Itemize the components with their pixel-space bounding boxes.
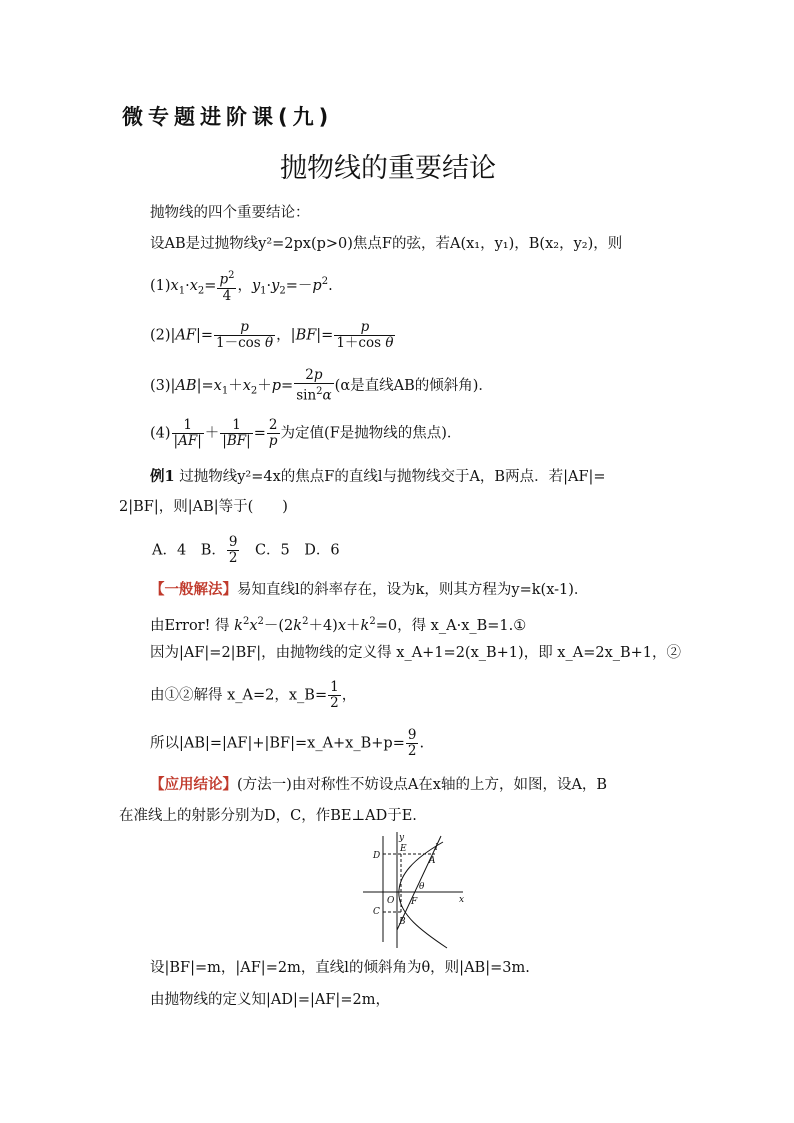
conclusion-3: $(3)|AB|=x_1+x_2+p=$ $\frac{2p}{\sin^2\alpha}$ (α是直线AB的倾斜角)． bbox=[150, 367, 493, 404]
general-line-5: 所以|AB|=|AF|+|BF|=x_A+x_B+p= $\frac{9}{2}$ . bbox=[150, 727, 425, 759]
label-B: B bbox=[399, 917, 406, 927]
general-line-3: 因为|AF|=2|BF|，由抛物线的定义得 x_A+1=2(x_B+1)，即 x_A=2x_B+1，② bbox=[150, 645, 682, 661]
setup-text: 设AB是过抛物线y²=2px(p>0)焦点F的弦，若A(x₁，y₁)，B(x₂，y₂)，则 bbox=[150, 236, 623, 252]
general-line-4: 由①②解得 x_A=2，x_B= $\frac{1}{2}$ ， bbox=[150, 679, 357, 711]
label-y: y bbox=[399, 833, 405, 843]
conclusion-2: (2)|AF|= $\frac{p}{\text{1－cos θ}}$ ，|BF|= $\frac{p}{\text{1＋cos θ}}$ bbox=[150, 319, 394, 351]
applied-line-2: 在准线上的射影分别为D，C，作BE⊥AD于E. bbox=[119, 808, 417, 824]
general-tag: 【一般解法】 bbox=[150, 581, 237, 598]
label-l: l bbox=[435, 843, 438, 853]
label-A: A bbox=[429, 856, 436, 866]
general-line-1: 【一般解法】易知直线l的斜率存在，设为k，则其方程为y=k(x-1)． bbox=[150, 581, 589, 598]
series-title: 微专题进阶课(九) bbox=[122, 105, 334, 129]
label-O: O bbox=[387, 896, 395, 906]
label-F: F bbox=[411, 897, 418, 907]
label-E: E bbox=[400, 844, 407, 854]
applied-tag: 【应用结论】 bbox=[150, 776, 237, 793]
label-x: x bbox=[459, 895, 465, 905]
conclusion-4: (4) $\frac{1}{|AF|}$ ＋ $\frac{1}{|BF|}$ = $\frac{2}{p}$ 为定值(F是抛物线的焦点)． bbox=[150, 417, 462, 449]
example-line-1: 例1 过抛物线y²=4x的焦点F的直线l与抛物线交于A，B两点．若|AF|= bbox=[150, 468, 606, 485]
page-title: 抛物线的重要结论 bbox=[280, 153, 496, 184]
example-badge: 例1 bbox=[150, 468, 175, 485]
label-theta: θ bbox=[419, 882, 425, 892]
applied-line-3: 设|BF|=m，|AF|=2m，直线l的倾斜角为θ，则|AB|=3m. bbox=[150, 960, 530, 976]
intro-text: 抛物线的四个重要结论： bbox=[150, 205, 310, 221]
label-D: D bbox=[373, 851, 381, 861]
label-C: C bbox=[373, 907, 380, 917]
general-line-2: 由Error! 得 $k^2x^2-(2k^2+4)x+k^2=0$，得 x_A·x_B=1.① bbox=[150, 616, 527, 634]
applied-line-1: 【应用结论】(方法一)由对称性不妨设点A在x轴的上方，如图，设A，B bbox=[150, 776, 608, 793]
example-options: A．4 B． $\frac{9}{2}$ C．5 D．6 bbox=[152, 534, 340, 566]
applied-line-4: 由抛物线的定义知|AD|=|AF|=2m， bbox=[150, 992, 390, 1008]
example-line-2: 2|BF|，则|AB|等于( ) bbox=[119, 499, 288, 515]
parabola-figure bbox=[355, 830, 480, 950]
conclusion-1: $(1)x_1\cdot x_2=$ $\frac{p^2}{4}$ ，$y_1\cdot y_2=-p^2$. bbox=[150, 270, 333, 304]
